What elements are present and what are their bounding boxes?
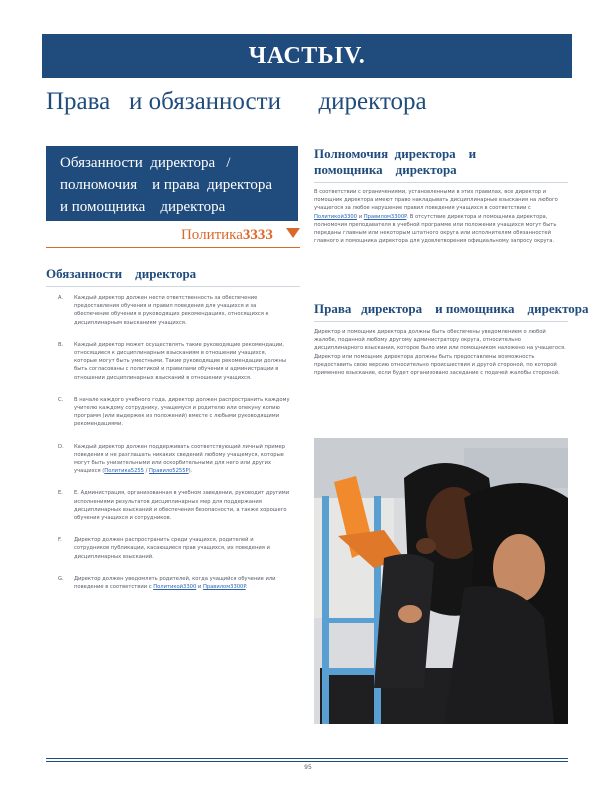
list-item: B. Каждый директор может осуществлять такие руководящие рекомендации, относящиеся к дисциплинарным взысканиям в отношении учащихся, которые могут быть уместными. Такие руководящие рекомендации должны быть согласованы с политикой и правилами обучения и администрации в отношении дисциплинарных взысканий в отношении учащихся.: [58, 341, 287, 381]
list-item: E. E. Администрация, организованная в учебном заведении, руководит другими исполнениями результатов дисциплинарных мер для поддержания дисциплинарных взысканий и обеспечения безопасности, а также хорошего обучения учащихся и сотрудников.: [58, 490, 290, 522]
part-banner: [42, 34, 572, 78]
part-label: ЧАСТЬIV.: [248, 42, 366, 69]
list-item: A. Каждый директор должен нести ответственность за обеспечение предоставления обучения и правил поведения для учащихся и за обеспечение обучения в руководящих рекомендациях, относящихся к дисциплинарным взысканиям учащихся.: [58, 295, 269, 326]
rule-3300p-link[interactable]: Правилом3300P: [363, 213, 407, 220]
footer-rule: [46, 758, 568, 759]
list-item: D. Каждый директор должен поддерживать соответствующий личный пример поведения и не разглашать никаких сведений любому учащемуся, которые могут быть унизительными или оскорбительными для него или других учащихся (Политика5255 / Правило5255P).: [58, 443, 286, 475]
policy-3300-link[interactable]: Политикой3300: [314, 213, 358, 220]
authority-heading: Полномочия директора и помощника директора: [314, 146, 568, 183]
rule-3300p-link[interactable]: Правилом3300P: [202, 584, 246, 591]
page-title: Права и обязанности директора: [46, 88, 427, 115]
duties-box-title: Обязанности директора / полномочия и права директора и помощника директора: [60, 155, 273, 215]
rights-paragraph: Директор и помощник директора должны быть обеспечены уведомлением о любой жалобе, поданной любому другому администратору округа, относительно дисциплинарного взыскания, которое было ими или помощником наложено на учащегося. Директор или помощник директора должны быть предоставлены возможность предоставить свою версию относительно происшествия и другой стороной, по которой применено взыскание, если будет организовано заседание с подачей жалобы стороной.: [314, 329, 566, 377]
rights-heading: Права директора и помощника директора: [314, 301, 568, 322]
policy-5255-link[interactable]: Политика5255: [104, 468, 144, 475]
policy-number: 3333: [242, 227, 273, 243]
duties-title-box: [46, 146, 298, 221]
footer-rule: [46, 761, 568, 762]
page-number: 95: [304, 764, 312, 771]
policy-reference[interactable]: [46, 224, 300, 248]
duties-list: [58, 294, 290, 605]
policy-label: Политика3333: [180, 227, 273, 243]
list-item: C. В начале каждого учебного года, директор должен распространить каждому учителю каждому сотруднику, учащемуся и родителю или опекуну копию программ (или выдержек из положений) вместе с любыми руководящими рекомендациями.: [58, 396, 290, 428]
policy-3300-link[interactable]: Политикой3300: [153, 584, 197, 591]
duties-heading: Обязанности директора: [46, 266, 300, 287]
students-photo: [314, 438, 568, 724]
triangle-down-icon[interactable]: [286, 228, 300, 238]
authority-paragraph: В соответствии с ограничениями, установленными в этих правилах, все директор и помощник директора имеют право накладывать дисциплинарные взыскания на любого учащегося за любое нарушение правил поведения учащихся в соответствии с Политикой3300 и Правилом3300P. В отсутствие директора и помощника директора, полномочия преподавателя в учебной программе или положения учащихся могут быть переданы главным или некоторым штатного округа или исполнителям обязанностей главного и помощника директора для удовлетворения официальному запросу округа.: [314, 189, 558, 245]
list-item: F. Директор должен распространить среди учащихся, родителей и сотрудников публикации, касающиеся прав учащихся, их поведения и дисциплинарных взысканий.: [58, 537, 270, 560]
list-item: G. Директор должен уведомлять родителей, когда учащийся обучение или поведение в соответствии с Политикой3300 и Правилом3300P.: [58, 575, 276, 591]
rule-5255p-link[interactable]: Правило5255P: [149, 468, 189, 475]
